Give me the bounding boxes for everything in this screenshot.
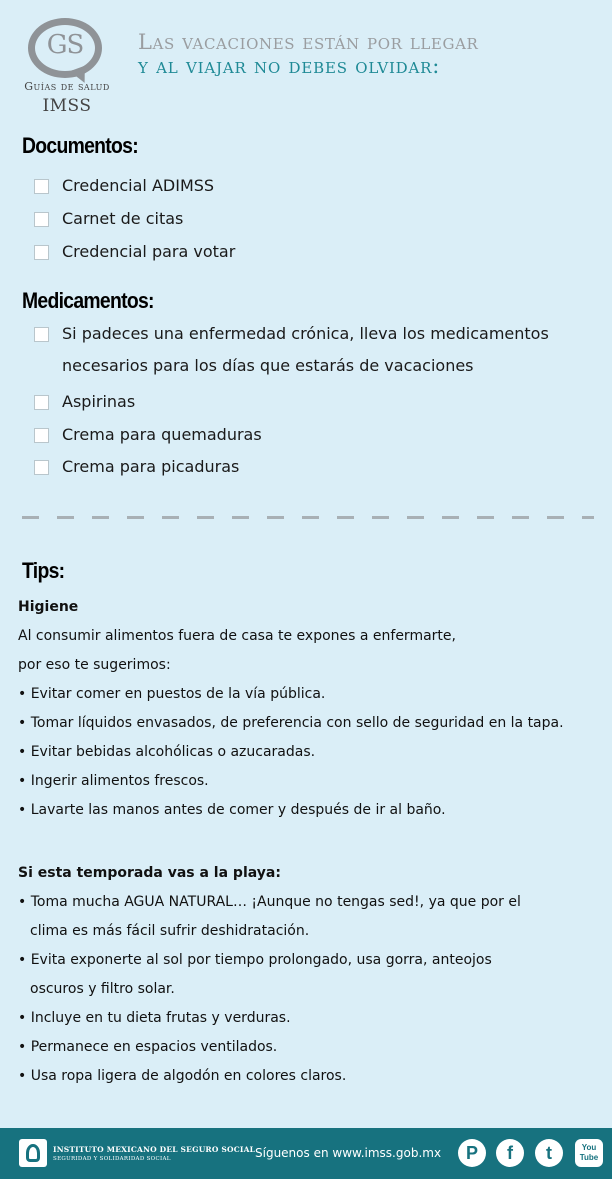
list-item: • Usa ropa ligera de algodón en colores claros. (18, 1068, 347, 1084)
checklist-item-label: Crema para quemaduras (62, 425, 262, 444)
checkbox[interactable] (34, 395, 49, 410)
footer (0, 1128, 612, 1179)
headline-line1: Las vacaciones están por llegar (138, 30, 479, 54)
youtube-icon-label: Tube (579, 1153, 599, 1162)
checkbox[interactable] (34, 212, 49, 227)
checkbox[interactable] (34, 460, 49, 475)
playa-subtitle: Si esta temporada vas a la playa: (18, 865, 281, 881)
list-item: • Evitar comer en puestos de la vía pública. (18, 686, 326, 702)
institution-motto: SEGURIDAD Y SOLIDARIDAD SOCIAL (53, 1156, 171, 1162)
headline-line2: y al viajar no debes olvidar: (138, 54, 441, 78)
pinterest-icon[interactable]: P (458, 1139, 486, 1167)
logo-mark: GS (46, 30, 84, 60)
youtube-icon[interactable] (575, 1139, 603, 1167)
medicamentos-title: Medicamentos: (22, 288, 154, 313)
checkbox[interactable] (34, 327, 49, 342)
youtube-icon-label: You (581, 1143, 597, 1152)
imss-eagle-icon (19, 1139, 47, 1167)
list-item-continuation: clima es más fácil sufrir deshidratación. (30, 923, 310, 939)
list-item: • Tomar líquidos envasados, de preferencia con sello de seguridad en la tapa. (18, 715, 564, 731)
checkbox[interactable] (34, 245, 49, 260)
checklist-item-label: Aspirinas (62, 392, 136, 411)
list-item: • Evitar bebidas alcohólicas o azucaradas. (18, 744, 316, 760)
twitter-icon[interactable]: t (535, 1139, 563, 1167)
checklist-item-label: Carnet de citas (62, 209, 184, 228)
checkbox[interactable] (34, 428, 49, 443)
documentos-title: Documentos: (22, 133, 138, 158)
checklist-item-label: Si padeces una enfermedad crónica, lleva los medicamentos (62, 324, 549, 343)
higiene-subtitle: Higiene (18, 599, 79, 615)
dashed-divider (22, 516, 594, 519)
checklist-item-label: Credencial ADIMSS (62, 176, 215, 195)
checklist-item-label: Credencial para votar (62, 242, 236, 261)
list-item: • Toma mucha AGUA NATURAL… ¡Aunque no tengas sed!, ya que por el (18, 894, 521, 910)
checklist-item-label-continuation: necesarios para los días que estarás de vacaciones (62, 356, 474, 375)
checkbox[interactable] (34, 179, 49, 194)
list-item: • Lavarte las manos antes de comer y después de ir al baño. (18, 802, 446, 818)
higiene-intro: por eso te sugerimos: (18, 657, 171, 673)
higiene-intro: Al consumir alimentos fuera de casa te expones a enfermarte, (18, 628, 456, 644)
tips-title: Tips: (22, 558, 65, 583)
list-item: • Permanece en espacios ventilados. (18, 1039, 278, 1055)
logo-brand: IMSS (42, 96, 92, 116)
list-item: • Incluye en tu dieta frutas y verduras. (18, 1010, 291, 1026)
institution-name: INSTITUTO MEXICANO DEL SEGURO SOCIAL (53, 1145, 256, 1154)
logo-subtitle: Guías de salud (24, 80, 110, 93)
list-item: • Ingerir alimentos frescos. (18, 773, 209, 789)
list-item-continuation: oscuros y filtro solar. (30, 981, 175, 997)
follow-us-link[interactable]: Síguenos en www.imss.gob.mx (255, 1146, 442, 1160)
guias-de-salud-logo (14, 14, 124, 118)
header (0, 0, 612, 120)
list-item: • Evita exponerte al sol por tiempo prolongado, usa gorra, anteojos (18, 952, 492, 968)
facebook-icon[interactable]: f (496, 1139, 524, 1167)
checklist-item-label: Crema para picaduras (62, 457, 240, 476)
